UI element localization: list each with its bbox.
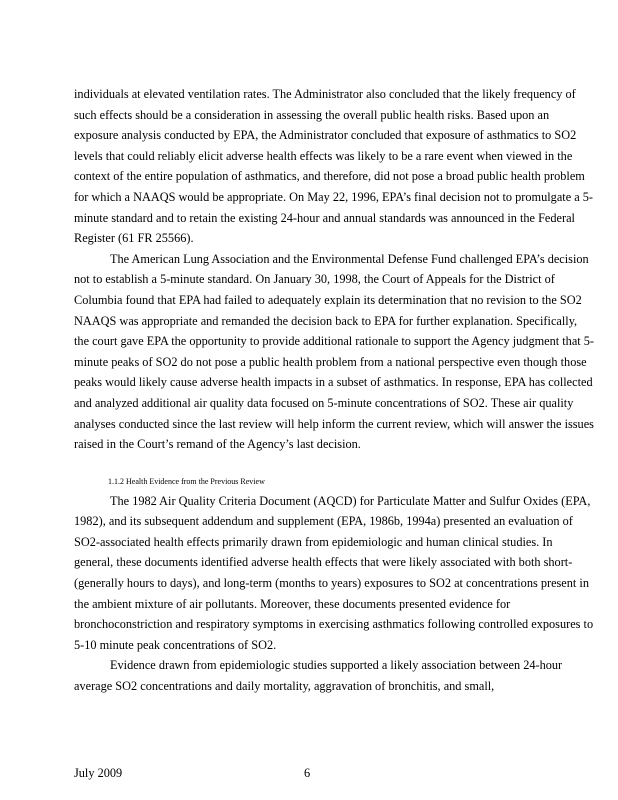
page-number: 6 — [304, 766, 311, 780]
body-text — [74, 84, 594, 697]
paragraph-3: The 1982 Air Quality Criteria Document (AQCD) for Particulate Matter and Sulfur Oxides (EPA, 1982), and its subsequent addendum and supplement (EPA, 1986b, 1994a) presented an evaluation of SO2-associated health effects primarily drawn from epidemiologic and human clinical studies. In general, these documents identified adverse health effects that were likely associated with both short- (generally hours to days), and long-term (months to years) exposures to SO2 at concentrations present in the ambient mixture of air pollutants. Moreover, these documents presented evidence for bronchoconstriction and respiratory symptoms in exercising asthmatics following controlled exposures to 5-10 minute peak concentrations of SO2. — [74, 493, 594, 652]
section-heading: 1.1.2 Health Evidence from the Previous Review — [108, 476, 265, 486]
paragraph-2: The American Lung Association and the Environmental Defense Fund challenged EPA’s decision not to establish a 5-minute standard. On January 30, 1998, the Court of Appeals for the District of Columbia found that EPA had failed to adequately explain its determination that no revision to the SO2 NAAQS was appropriate and remanded the decision back to EPA for further explanation. Specifically, the court gave EPA the opportunity to provide additional rationale to support the Agency judgment that 5-minute peaks of SO2 do not pose a public health problem from a national perspective even though those peaks would likely cause adverse health impacts in a subset of asthmatics. In response, EPA has collected and analyzed additional air quality data focused on 5-minute concentrations of SO2. These air quality analyses conducted since the last review will help inform the current review, which will answer the issues raised in the Court’s remand of the Agency’s last decision. — [74, 251, 595, 452]
paragraph-1: individuals at elevated ventilation rates. The Administrator also concluded that the likely frequency of such effects should be a consideration in assessing the overall public health risks. Based upon an exposure analysis conducted by EPA, the Administrator concluded that exposure of asthmatics to SO2 levels that could reliably elicit adverse health effects was likely to be a rare event when viewed in the context of the entire population of asthmatics, and therefore, did not pose a broad public health problem for which a NAAQS would be appropriate. On May 22, 1996, EPA’s final decision not to promulgate a 5-minute standard and to retain the existing 24-hour and annual standards was announced in the Federal Register (61 FR 25566). — [74, 87, 594, 246]
paragraph-4: Evidence drawn from epidemiologic studies supported a likely association between 24-hour average SO2 concentrations and daily mortality, aggravation of bronchitis, and small, — [74, 658, 563, 694]
heading-spacer — [74, 455, 594, 477]
footer-date: July 2009 — [74, 766, 123, 780]
